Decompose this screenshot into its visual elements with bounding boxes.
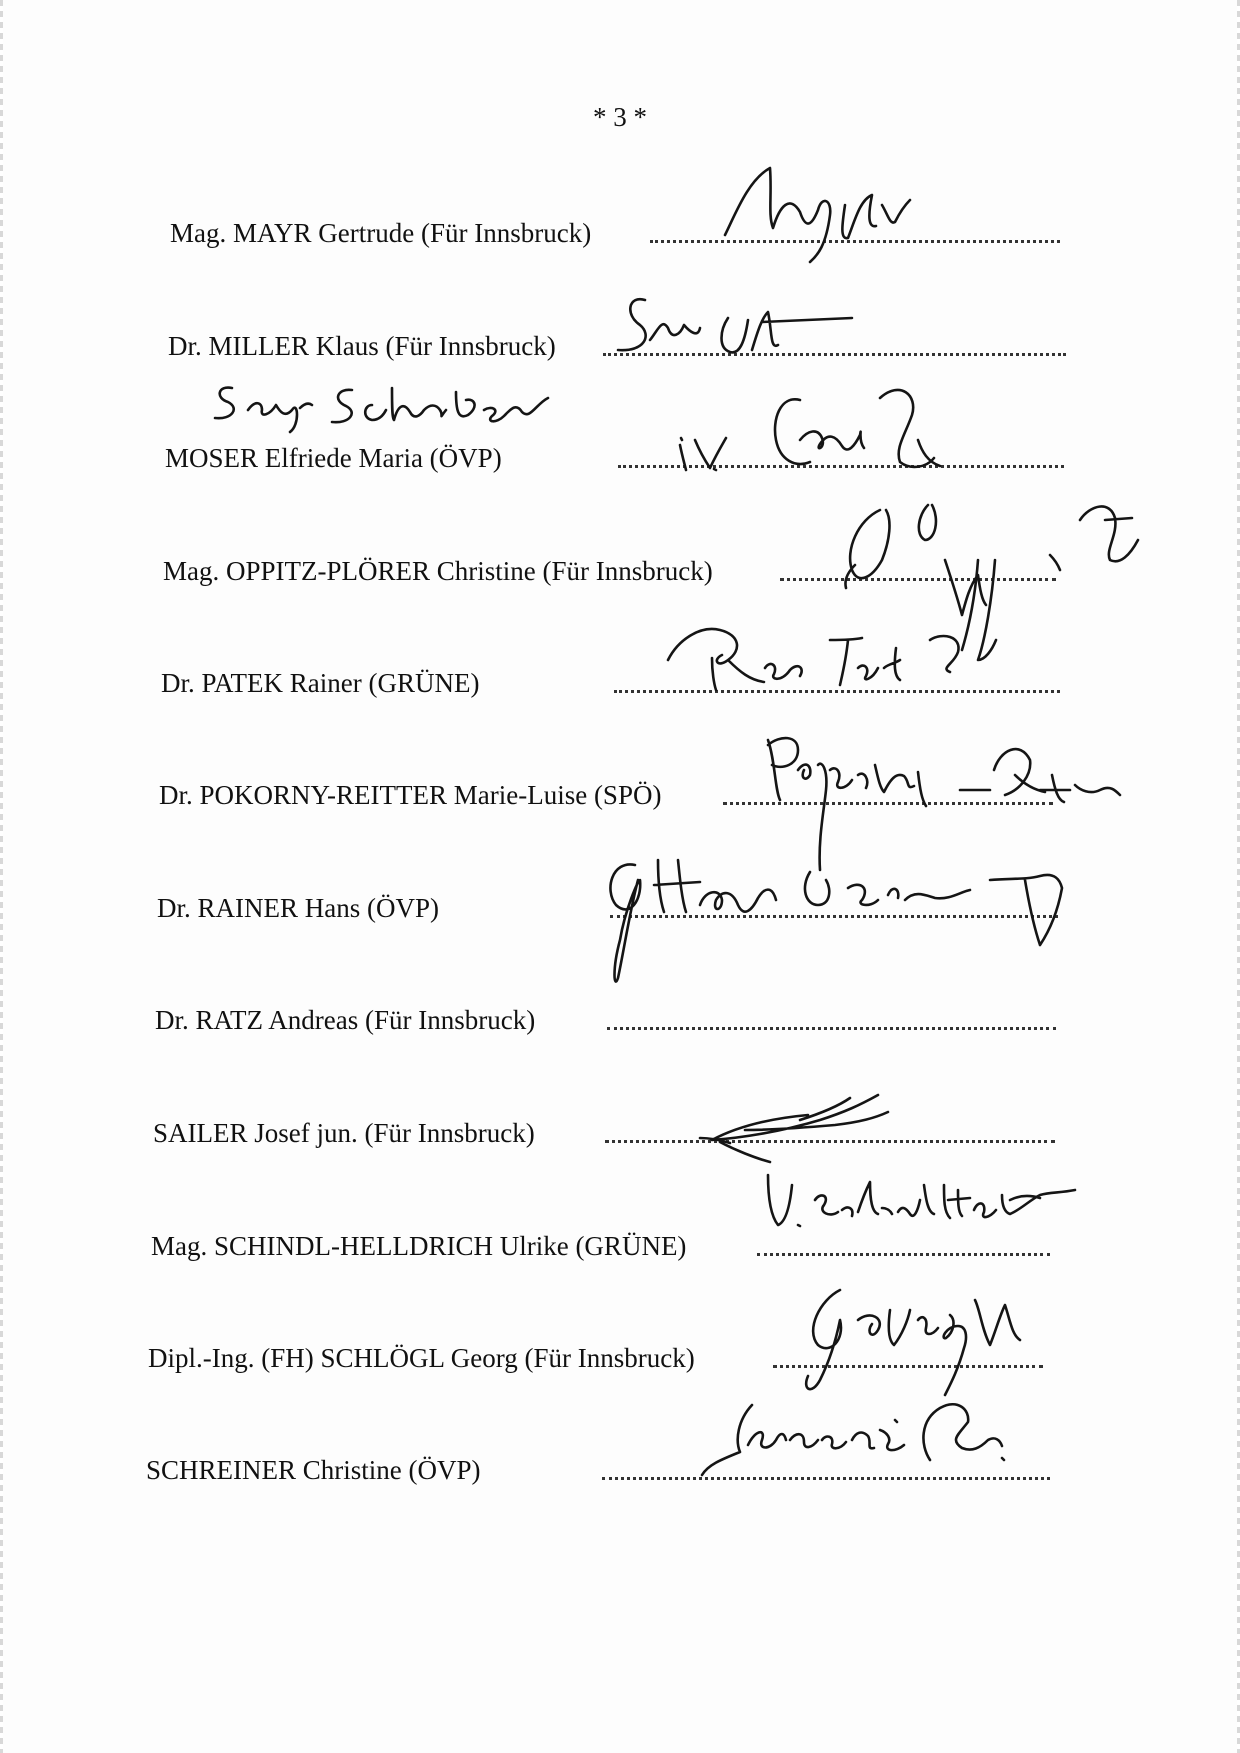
- signatory-row-oppitz: [0, 533, 1240, 593]
- signatory-name: SCHREINER Christine (ÖVP): [146, 1455, 481, 1485]
- signatory-row-mayr: [0, 195, 1240, 255]
- signatory-name: Dr. PATEK Rainer (GRÜNE): [161, 668, 480, 698]
- signature-line: [614, 690, 1060, 693]
- page-number: * 3 *: [593, 102, 647, 132]
- signatory-row-rainer: [0, 870, 1240, 930]
- signature-line: [607, 1027, 1056, 1030]
- signature-line: [773, 1365, 1043, 1368]
- signature-line: [603, 353, 1066, 356]
- signatory-row-sailer: [0, 1095, 1240, 1155]
- signatory-name: Dr. POKORNY-REITTER Marie-Luise (SPÖ): [159, 780, 662, 810]
- signatory-row-moser: [0, 420, 1240, 480]
- signatory-name: SAILER Josef jun. (Für Innsbruck): [153, 1118, 535, 1148]
- signatory-row-schindl-helldrich: [0, 1208, 1240, 1268]
- signatory-row-schreiner: [0, 1432, 1240, 1492]
- signatory-name: Mag. OPPITZ-PLÖRER Christine (Für Innsbruck): [163, 556, 713, 586]
- signature-line: [610, 915, 1058, 918]
- signatory-row-pokorny-reitter: [0, 757, 1240, 817]
- signatory-name: Mag. SCHINDL-HELLDRICH Ulrike (GRÜNE): [151, 1231, 687, 1261]
- signature-line: [723, 802, 1053, 805]
- signatory-name: Mag. MAYR Gertrude (Für Innsbruck): [170, 218, 592, 248]
- signature-line: [602, 1477, 1050, 1480]
- signatory-row-miller: [0, 308, 1240, 368]
- signatory-row-ratz: [0, 982, 1240, 1042]
- signatory-name: Dipl.-Ing. (FH) SCHLÖGL Georg (Für Innsbruck): [148, 1343, 695, 1373]
- signatory-row-schloegl: [0, 1320, 1240, 1380]
- signature-line: [780, 578, 1056, 581]
- signatory-name: Dr. RAINER Hans (ÖVP): [157, 893, 439, 923]
- signature-line: [605, 1140, 1055, 1143]
- signature-line: [650, 240, 1060, 243]
- signature-line: [618, 465, 1064, 468]
- signature-line: [757, 1253, 1050, 1256]
- signatory-row-patek: [0, 645, 1240, 705]
- signatory-name: Dr. MILLER Klaus (Für Innsbruck): [168, 331, 556, 361]
- signatory-name: Dr. RATZ Andreas (Für Innsbruck): [155, 1005, 536, 1035]
- signatory-name: MOSER Elfriede Maria (ÖVP): [165, 443, 502, 473]
